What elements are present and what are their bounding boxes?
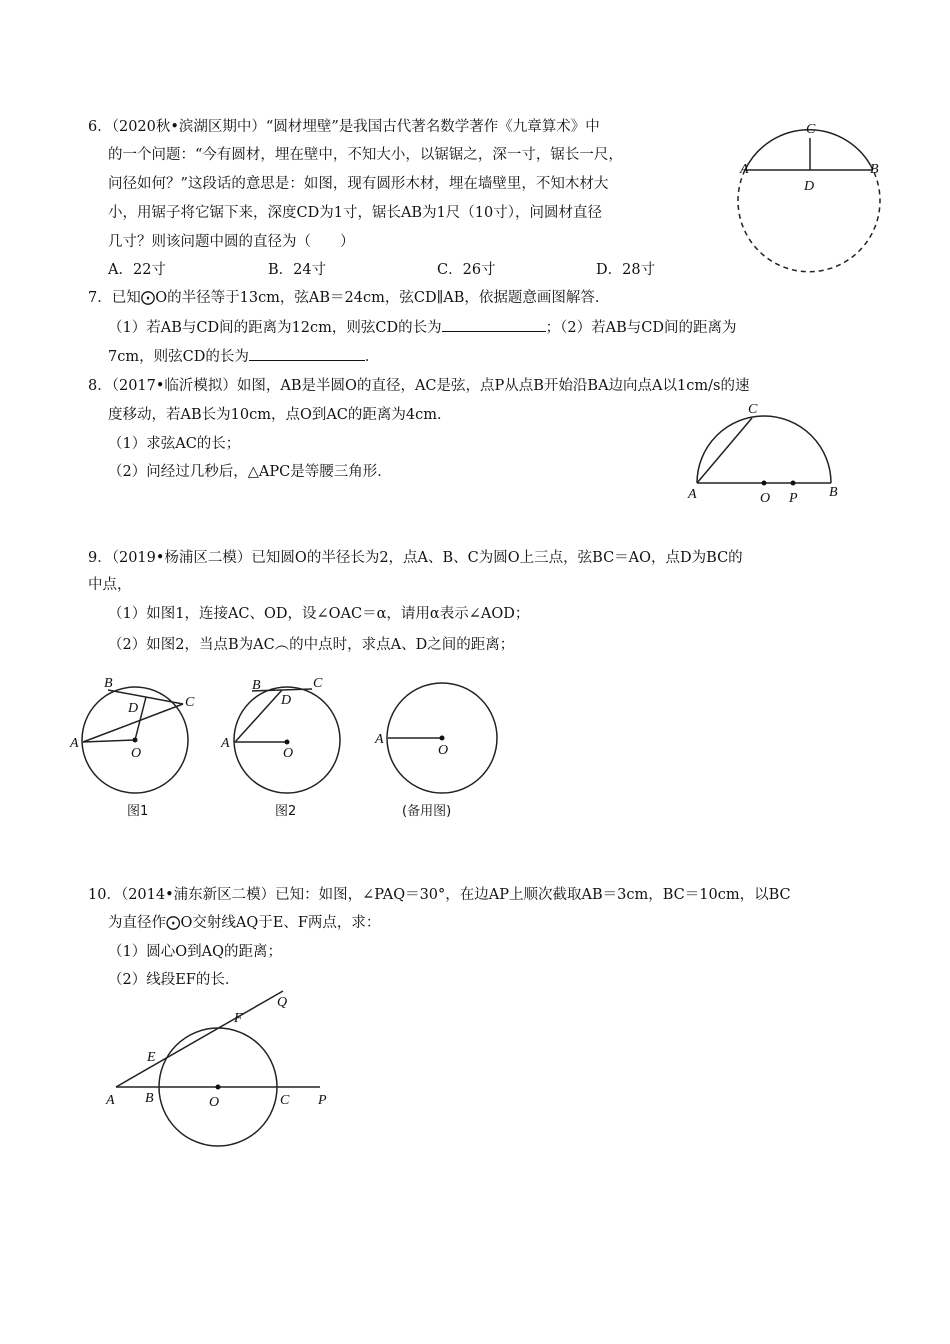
q10-line-1: 10．（2014•浦东新区二模）已知：如图，∠PAQ＝30°，在边AP上顺次截取AB＝3cm，BC＝10cm，以BC [88,887,791,903]
q8-label-o: O [760,491,771,506]
q9-fig1-center [133,738,138,743]
q10-label-c: C [280,1093,290,1108]
q6-option-b[interactable]: B．24寸 [268,262,327,278]
q9-fig1-label-o: O [131,746,142,761]
q7-part2-text: ；（2）若AB与CD间的距离为 [545,320,737,336]
q9-fig2-label-o: O [283,746,294,761]
q6-label-b: B [870,162,879,177]
q10-label-p: P [318,1093,327,1108]
q10-line-2: 为直径作⨀O交射线AQ于E、F两点，求： [108,915,381,931]
q9-fig1-label-a: A [70,736,79,751]
q8-point-p [791,481,796,486]
q9-sub-1: （1）如图1，连接AC、OD，设∠OAC＝α，请用α表示∠AOD； [108,606,530,622]
q6-line-2: 的一个问题：“今有圆材，埋在壁中，不知大小，以锯锯之，深一寸，锯长一尺， [108,147,623,163]
q9-sub-2: （2）如图2，当点B为AC︵的中点时，求点A、D之间的距离； [108,637,515,653]
q10-label-q: Q [277,995,288,1010]
q10-center-o [216,1085,221,1090]
q10-label-a: A [106,1093,115,1108]
q8-line-2: 度移动，若AB长为10cm，点O到AC的距离为4cm． [108,407,452,423]
q8-sub-2: （2）问经过几秒后，△APC是等腰三角形． [108,464,392,480]
q9-spare-label-o: O [438,743,449,758]
q9-fig2-caption: 图2 [275,804,297,819]
q7-part2-cont: 7cm，则弦CD的长为 [108,349,249,365]
q9-fig2-label-c: C [313,676,323,691]
q6-label-a: A [740,162,749,177]
q9-spare-caption: (备用图) [402,804,452,819]
q9-fig2-label-d: D [281,693,292,708]
q6-option-c[interactable]: C．26寸 [437,262,496,278]
q10-figure [116,991,320,1146]
q8-line-1: 8．（2017•临沂模拟）如图，AB是半圆O的直径，AC是弦，点P从点B开始沿BA边向点A以1cm/s的速 [88,378,750,394]
q9-fig2-label-a: A [221,736,230,751]
q8-label-b: B [829,485,838,500]
q9-fig1-caption: 图1 [127,804,149,819]
q9-fig1-label-c: C [185,695,195,710]
q8-label-a: A [688,487,697,502]
q6-figure [738,130,880,272]
q10-label-o: O [209,1095,220,1110]
q8-label-p: P [789,491,798,506]
q6-line-3: 问径如何？”这段话的意思是：如图，现有圆形木材，埋在墙壁里，不知木材大 [108,176,609,192]
q10-label-b: B [145,1091,154,1106]
q6-line-1: 6．（2020秋•滨湖区期中）“圆材埋壁”是我国古代著名数学著作《九章算术》中 [88,119,600,135]
q9-line-1: 9．（2019•杨浦区二模）已知圆O的半径长为2，点A、B、C为圆O上三点，弦BC＝AO，点D为BC的 [88,550,743,566]
q6-option-a[interactable]: A．22寸 [108,262,166,278]
q6-line-4: 小，用锯子将它锯下来，深度CD为1寸，锯长AB为1尺（10寸），问圆材直径 [108,205,602,221]
q8-sub-1: （1）求弦AC的长； [108,436,241,452]
q8-semicircle [697,416,831,483]
q9-spare-center [440,736,445,741]
q9-fig2-center [285,740,290,745]
q9-fig1-label-d: D [128,701,139,716]
q7-part1-text: （1）若AB与CD间的距离为12cm，则弦CD的长为 [108,320,442,336]
q9-fig2-label-b: B [252,678,261,693]
q6-label-c: C [806,122,816,137]
q8-figure [697,416,831,483]
q9-fig1-label-b: B [104,676,113,691]
q10-label-e: E [147,1050,156,1065]
q6-option-d[interactable]: D．28寸 [596,262,656,278]
q8-label-c: C [748,402,758,417]
q6-label-d: D [804,179,815,194]
q7-period: ． [364,349,380,365]
q9-line-2: 中点， [88,577,132,593]
q8-point-o [762,481,767,486]
q6-line-5: 几寸？则该问题中圆的直径为（ ） [108,234,355,250]
q9-spare-label-a: A [375,732,384,747]
q10-sub-2: （2）线段EF的长． [108,972,240,988]
q7-line-1: 7．已知⨀O的半径等于13cm，弦AB＝24cm，弦CD∥AB，依据题意画图解答． [88,290,610,306]
q10-label-f: F [234,1011,243,1026]
q10-sub-1: （1）圆心O到AQ的距离； [108,944,282,960]
